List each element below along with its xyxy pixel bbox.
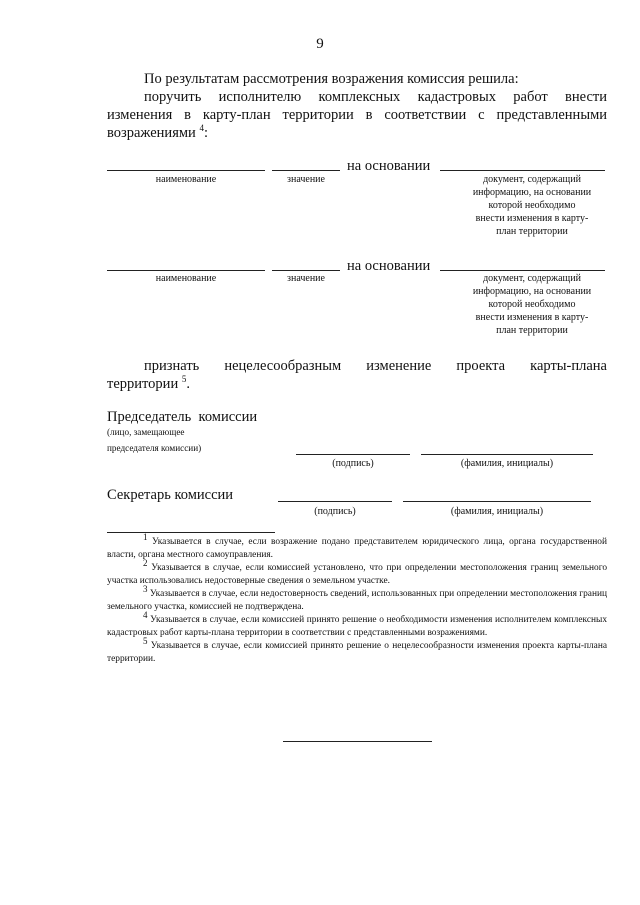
entry-1-doc-caption-line: документ, содержащий bbox=[483, 174, 581, 185]
footnote-4 bbox=[107, 609, 608, 639]
entry-2-value-line bbox=[272, 270, 340, 271]
secretary-signature-caption: (подпись) bbox=[314, 506, 356, 517]
entry-2-name-line bbox=[107, 270, 265, 271]
footnote-2-text: Указывается в случае, если комиссией установлено, что при определении местоположения границ земельного участка использовались недостоверные сведения о земельном участке. bbox=[107, 563, 608, 586]
chairman-name-line bbox=[421, 454, 593, 455]
footnote-1 bbox=[107, 531, 608, 561]
chairman-sub-2: председателя комиссии) bbox=[107, 443, 202, 453]
entry-2-on-basis: на основании bbox=[347, 258, 431, 274]
bottom-separator bbox=[283, 741, 432, 742]
entry-1-name-line bbox=[107, 170, 265, 171]
entry-1-on-basis: на основании bbox=[347, 158, 431, 174]
entry-1-doc-caption-line: план территории bbox=[496, 226, 568, 237]
footnotes bbox=[107, 531, 608, 665]
entry-1-document-line bbox=[440, 170, 605, 171]
entry-1-value-caption: значение bbox=[287, 174, 325, 185]
decision-1-colon: : bbox=[203, 125, 208, 141]
footnote-ref-5: 5 bbox=[181, 374, 187, 385]
footnote-5-num: 5 bbox=[143, 635, 148, 646]
entry-2-name-caption: наименование bbox=[155, 273, 217, 284]
footnote-4-num: 4 bbox=[143, 609, 148, 620]
secretary-name-caption: (фамилия, инициалы) bbox=[450, 506, 544, 517]
entry-2-doc-caption-line: план территории bbox=[496, 325, 568, 336]
chairman-sub-1: (лицо, замещающее bbox=[107, 427, 185, 437]
entry-1-doc-caption-line: которой необходимо bbox=[488, 200, 576, 211]
entry-2-doc-caption-line: которой необходимо bbox=[488, 299, 576, 310]
entry-1-name-caption: наименование bbox=[155, 174, 217, 185]
footnote-1-num: 1 bbox=[143, 531, 148, 542]
footnote-2-num: 2 bbox=[143, 557, 148, 568]
decision-1-line-3-text: возражениями bbox=[107, 125, 196, 141]
decision-2-line-2-text: территории bbox=[107, 376, 179, 392]
footnote-5 bbox=[107, 635, 608, 665]
entry-1-doc-caption-line: информацию, на основании bbox=[472, 187, 592, 198]
entry-1-value-line bbox=[272, 170, 340, 171]
entry-2-doc-caption-line: внести изменения в карту- bbox=[475, 312, 589, 323]
decision-1-line-2: изменения в карту-план территории в соответствии с представленными bbox=[107, 107, 607, 123]
entry-2-document-line bbox=[440, 270, 605, 271]
decision-2-period: . bbox=[186, 376, 190, 392]
intro-text: По результатам рассмотрения возражения комиссия решила: bbox=[144, 71, 519, 87]
chairman-label: Председатель комиссии bbox=[107, 409, 258, 425]
decision-1-line-1: поручить исполнителю комплексных кадастровых работ внести bbox=[144, 89, 607, 105]
chairman-signature-caption: (подпись) bbox=[332, 458, 374, 469]
entry-2-doc-caption-line: документ, содержащий bbox=[483, 273, 581, 284]
page-number: 9 bbox=[316, 36, 324, 52]
entry-1-document-caption bbox=[452, 173, 612, 238]
footnote-separator bbox=[107, 532, 275, 533]
entry-2-document-caption bbox=[452, 272, 612, 337]
footnote-4-text: Указывается в случае, если комиссией принято решение о необходимости изменения исполнителем комплексных кадастровых работ карты-плана территории в соответствии с представленными возражениями. bbox=[107, 615, 608, 638]
secretary-label: Секретарь комиссии bbox=[107, 487, 234, 503]
chairman-signature-line bbox=[296, 454, 410, 455]
footnote-1-text: Указывается в случае, если возражение подано представителем юридического лица, органа государственной власти, органа местного самоуправления. bbox=[107, 537, 608, 560]
secretary-signature-line bbox=[278, 501, 392, 502]
footnote-3 bbox=[107, 583, 607, 613]
decision-2-line-1: признать нецелесообразным изменение проекта карты-плана bbox=[144, 358, 607, 374]
entry-2-value-caption: значение bbox=[287, 273, 325, 284]
decision-2-line-2 bbox=[107, 375, 307, 393]
footnote-3-text: Указывается в случае, если недостоверность сведений, использованных при определении местоположения границ земельного участка, комиссией не подтверждена. bbox=[107, 589, 607, 612]
footnote-3-num: 3 bbox=[143, 583, 148, 594]
entry-1-doc-caption-line: внести изменения в карту- bbox=[475, 213, 589, 224]
footnote-2 bbox=[107, 557, 608, 587]
entry-2-doc-caption-line: информацию, на основании bbox=[472, 286, 592, 297]
decision-1-line-3 bbox=[107, 124, 307, 142]
footnote-5-text: Указывается в случае, если комиссией принято решение о нецелесообразности изменения проекта карты-плана территории. bbox=[107, 641, 608, 664]
footnote-ref-4: 4 bbox=[199, 123, 204, 134]
chairman-name-caption: (фамилия, инициалы) bbox=[460, 458, 554, 469]
secretary-name-line bbox=[403, 501, 591, 502]
